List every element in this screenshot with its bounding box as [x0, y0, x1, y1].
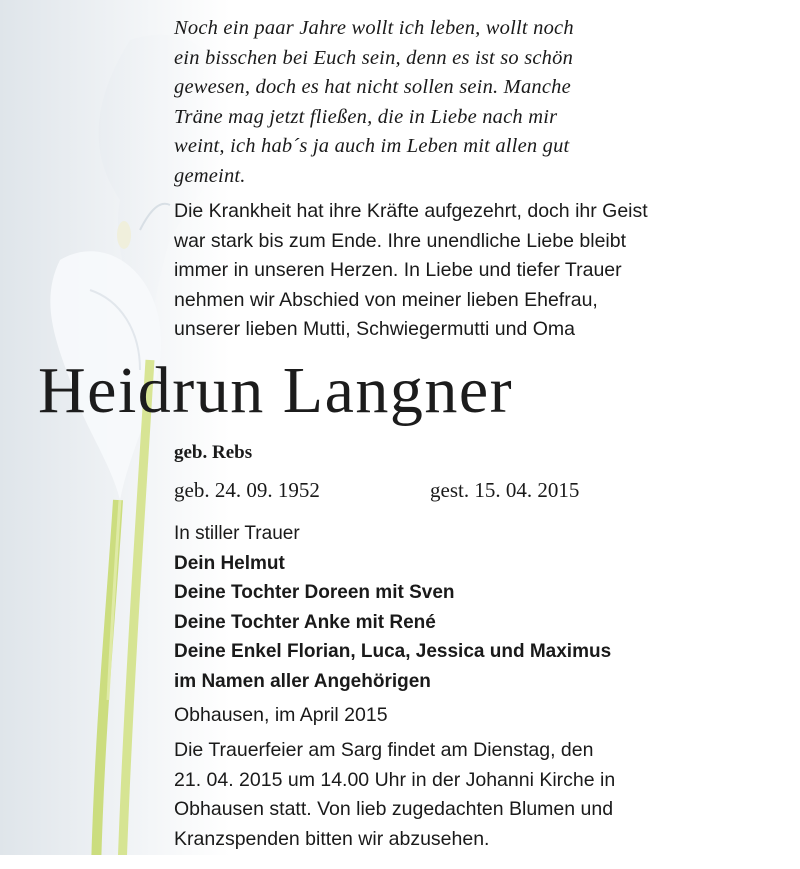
deceased-name: Heidrun Langner: [38, 354, 514, 427]
poem-line: Träne mag jetzt fließen, die in Liebe nach mir: [174, 105, 558, 128]
poem: [174, 14, 774, 192]
mourner-line: im Namen aller Angehörigen: [174, 670, 431, 692]
poem-line: gewesen, doch es hat nicht sollen sein. Manche: [174, 76, 571, 99]
intro-line: immer in unseren Herzen. In Liebe und tiefer Trauer: [174, 259, 622, 282]
mourner-line: Deine Tochter Doreen mit Sven: [174, 582, 455, 604]
place-and-date: Obhausen, im April 2015: [174, 704, 388, 726]
funeral-line: 21. 04. 2015 um 14.00 Uhr in der Johanni Kirche in: [174, 768, 616, 791]
funeral-notice: [174, 736, 774, 854]
poem-line: ein bisschen bei Euch sein, denn es ist so schön: [174, 46, 574, 69]
funeral-line: Obhausen statt. Von lieb zugedachten Blumen und: [174, 798, 614, 821]
birth-name: geb. Rebs: [174, 442, 253, 463]
poem-line: Noch ein paar Jahre wollt ich leben, wollt noch: [174, 17, 574, 39]
birth-date: geb. 24. 09. 1952: [174, 478, 320, 502]
funeral-line: Die Trauerfeier am Sarg findet am Dienstag, den: [174, 739, 594, 761]
signature-heading: In stiller Trauer: [174, 523, 300, 544]
intro-line: nehmen wir Abschied von meiner lieben Ehefrau,: [174, 288, 598, 311]
intro-line: war stark bis zum Ende. Ihre unendliche Liebe bleibt: [174, 229, 627, 252]
funeral-line: Kranzspenden bitten wir abzusehen.: [174, 827, 490, 850]
life-dates: [174, 475, 774, 505]
intro-line: unserer lieben Mutti, Schwiegermutti und Oma: [174, 318, 576, 341]
poem-line: weint, ich hab´s ja auch im Leben mit allen gut: [174, 135, 570, 158]
mourner-line: Deine Enkel Florian, Luca, Jessica und Maximus: [174, 641, 612, 663]
mourners-signature: [174, 519, 774, 697]
death-date: gest. 15. 04. 2015: [430, 478, 580, 502]
poem-line: gemeint.: [174, 164, 246, 187]
intro-line: Die Krankheit hat ihre Kräfte aufgezehrt, doch ihr Geist: [174, 200, 648, 222]
mourner-line: Dein Helmut: [174, 552, 285, 574]
intro-paragraph: [174, 197, 774, 345]
mourner-line: Deine Tochter Anke mit René: [174, 611, 436, 633]
